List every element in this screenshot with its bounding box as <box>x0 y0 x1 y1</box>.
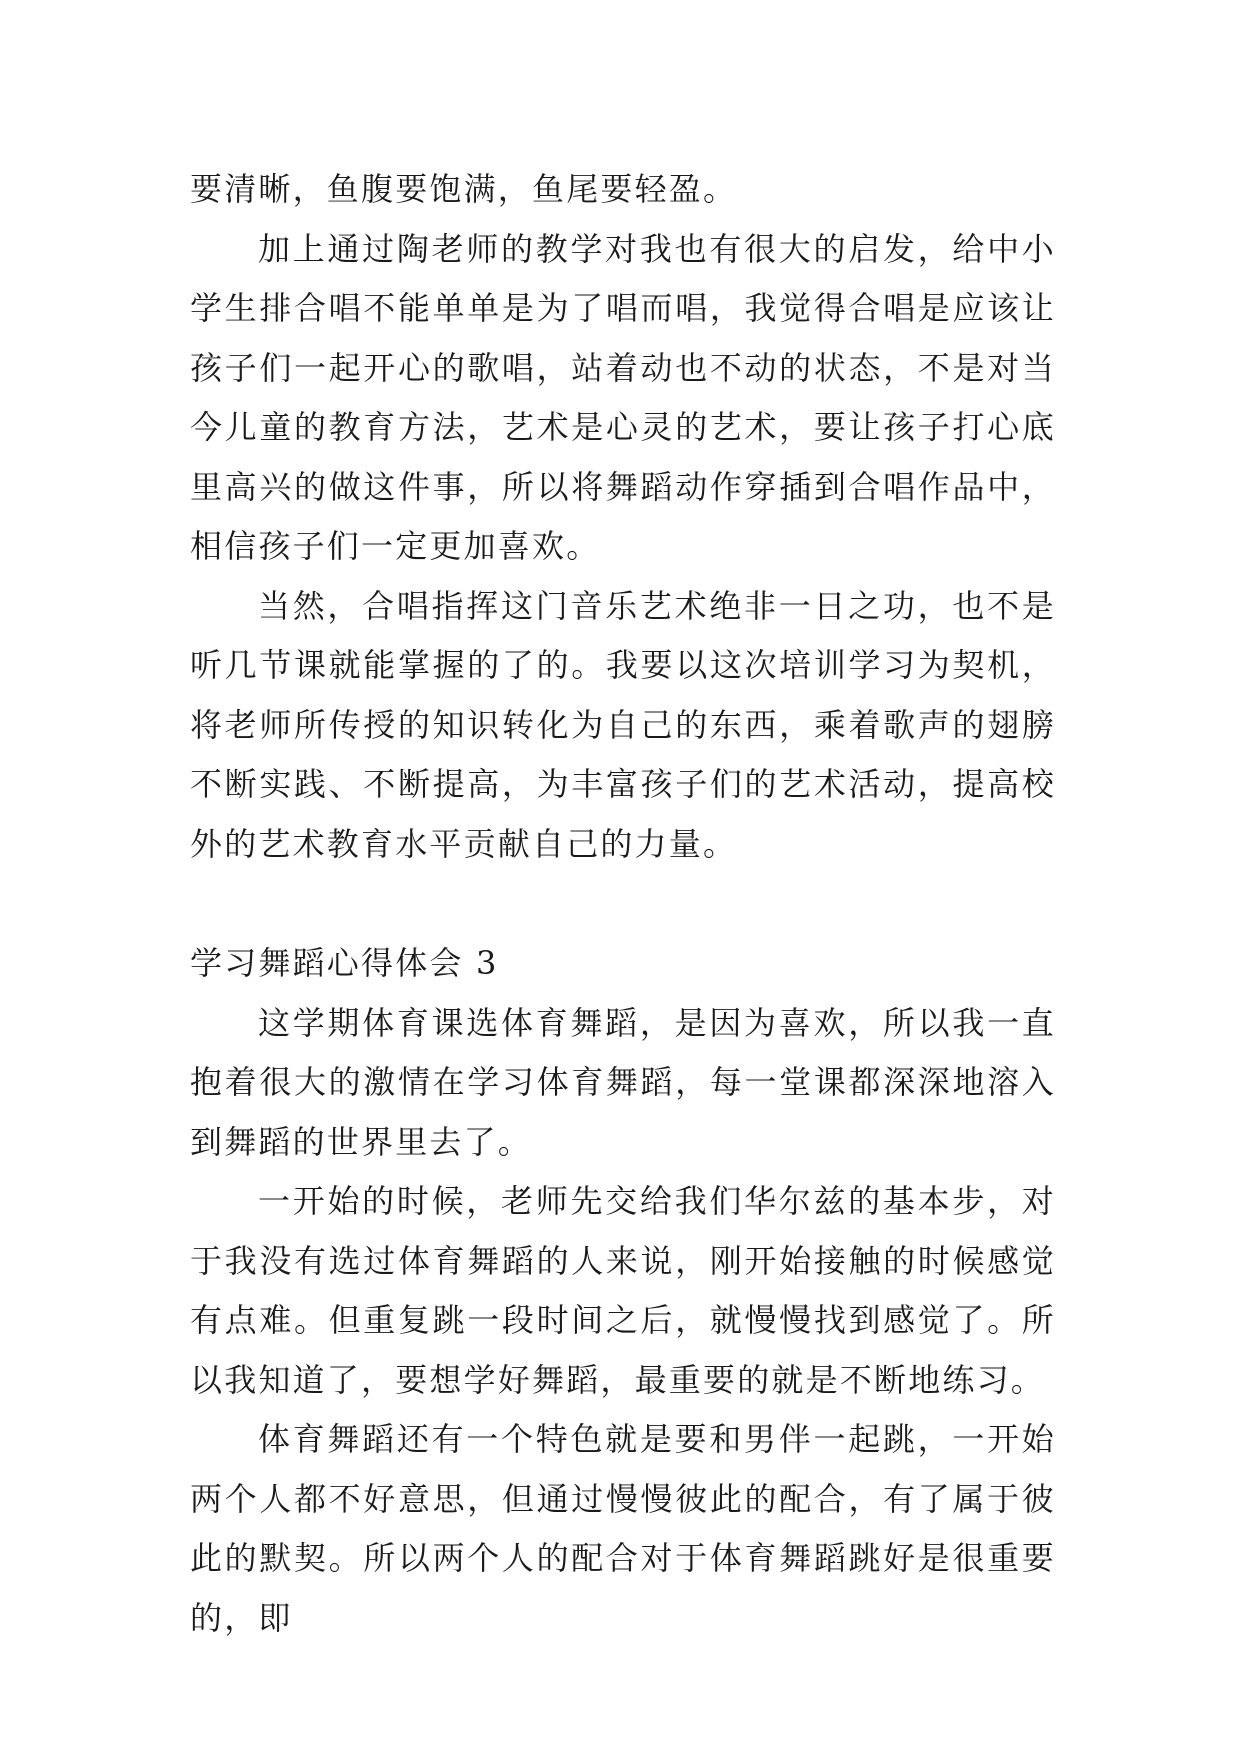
paragraph-continuation: 要清晰，鱼腹要饱满，鱼尾要轻盈。 <box>190 170 738 208</box>
document-page <box>190 160 1056 1648</box>
paragraph-course-choice: 这学期体育课选体育舞蹈，是因为喜欢，所以我一直抱着很大的激情在学习体育舞蹈，每一堂课都深深地溶入到舞蹈的世界里去了。 <box>190 1003 1056 1161</box>
section-gap <box>190 874 1056 934</box>
paragraph-partner-dance: 体育舞蹈还有一个特色就是要和男伴一起跳，一开始两个人都不好意思，但通过慢慢彼此的配合，有了属于彼此的默契。所以两个人的配合对于体育舞蹈跳好是很重要的，即 <box>190 1420 1056 1637</box>
paragraph-teaching-inspiration: 加上通过陶老师的教学对我也有很大的启发，给中小学生排合唱不能单单是为了唱而唱，我觉得合唱是应该让孩子们一起开心的歌唱，站着动也不动的状态，不是对当今儿童的教育方法，艺术是心灵的艺术，要让孩子打心底里高兴的做这件事，所以将舞蹈动作穿插到合唱作品中，相信孩子们一定更加喜欢。 <box>190 229 1056 565</box>
paragraph-conducting: 当然，合唱指挥这门音乐艺术绝非一日之功，也不是听几节课就能掌握的了的。我要以这次培训学习为契机，将老师所传授的知识转化为自己的东西，乘着歌声的翅膀不断实践、不断提高，为丰富孩子们的艺术活动，提高校外的艺术教育水平贡献自己的力量。 <box>190 586 1056 863</box>
paragraph-waltz-basics: 一开始的时候，老师先交给我们华尔兹的基本步，对于我没有选过体育舞蹈的人来说，刚开始接触的时候感觉有点难。但重复跳一段时间之后，就慢慢找到感觉了。所以我知道了，要想学好舞蹈，最重要的就是不断地练习。 <box>190 1182 1056 1399</box>
section-heading: 学习舞蹈心得体会 3 <box>190 944 499 982</box>
